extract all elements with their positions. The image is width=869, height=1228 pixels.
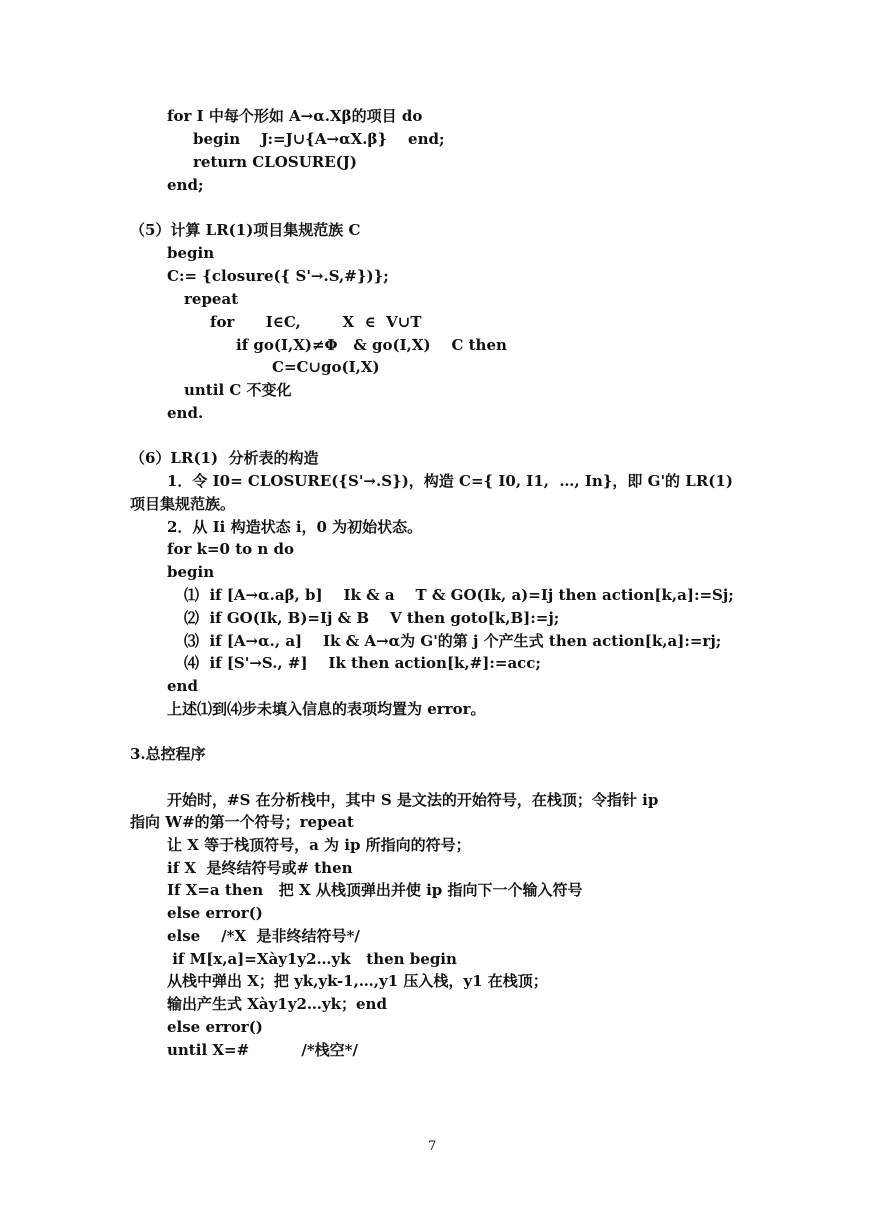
section-heading: 3.总控程序 bbox=[130, 745, 206, 763]
code-line: 从栈中弹出 X；把 yk,yk-1,…,y1 压入栈，y1 在栈顶； bbox=[167, 972, 548, 990]
code-line: 输出产生式 Xày1y2…yk；end bbox=[167, 995, 387, 1013]
code-line: if M[x,a]=Xày1y2…yk then begin bbox=[167, 950, 457, 968]
code-line: begin J:=J∪{A→αX.β} end; bbox=[193, 130, 445, 148]
code-line: return CLOSURE(J) bbox=[193, 153, 357, 171]
code-line: ⑷ if [S'→S., #] Ik then action[k,#]:=acc; bbox=[184, 654, 541, 672]
code-line: ⑴ if [A→α.aβ, b] Ik & a T & GO(Ik, a)=Ij then action[k,a]:=Sj; bbox=[184, 586, 734, 604]
section-heading: （6）LR(1) 分析表的构造 bbox=[130, 449, 319, 467]
code-line: else error() bbox=[167, 1018, 263, 1036]
code-line: if go(I,X)≠Φ & go(I,X) C then bbox=[236, 336, 507, 354]
paragraph-line: 指向 W#的第一个符号；repeat bbox=[130, 813, 354, 831]
paragraph-line: 项目集规范族。 bbox=[130, 495, 236, 513]
code-line: ⑵ if GO(Ik, B)=Ij & B V then goto[k,B]:=j; bbox=[184, 609, 560, 627]
code-line: 让 X 等于栈顶符号，a 为 ip 所指向的符号； bbox=[167, 836, 471, 854]
code-line: for I 中每个形如 A→α.Xβ的项目 do bbox=[167, 107, 423, 125]
paragraph-line: 上述⑴到⑷步未填入信息的表项均置为 error。 bbox=[167, 700, 486, 718]
code-line: else error() bbox=[167, 904, 263, 922]
paragraph-line: 开始时，#S 在分析栈中，其中 S 是文法的开始符号，在栈顶；令指针 ip bbox=[167, 791, 659, 809]
code-line: until C 不变化 bbox=[184, 381, 292, 399]
code-line: if X 是终结符号或# then bbox=[167, 859, 353, 877]
code-line: begin bbox=[167, 563, 215, 581]
code-line: If X=a then 把 X 从栈顶弹出并使 ip 指向下一个输入符号 bbox=[167, 881, 583, 899]
paragraph-line: 1．令 I0= CLOSURE({S'→.S})，构造 C={ I0, I1, …, In}，即 G'的 LR(1) bbox=[167, 472, 733, 490]
page-number: 7 bbox=[428, 1139, 437, 1154]
section-heading: （5）计算 LR(1)项目集规范族 C bbox=[130, 221, 361, 239]
code-line: C:= {closure({ S'→.S,#})}; bbox=[167, 267, 389, 285]
code-line: end. bbox=[167, 404, 204, 422]
code-line: for k=0 to n do bbox=[167, 540, 294, 558]
code-line: repeat bbox=[184, 290, 239, 308]
code-line: until X=# /*栈空*/ bbox=[167, 1041, 359, 1059]
code-line: begin bbox=[167, 244, 215, 262]
code-line: ⑶ if [A→α., a] Ik & A→α为 G'的第 j 个产生式 then action[k,a]:=rj; bbox=[184, 632, 722, 650]
code-line: else /*X 是非终结符号*/ bbox=[167, 927, 360, 945]
code-line: for I∈C, X ∈ V∪T bbox=[210, 313, 422, 331]
code-line: end bbox=[167, 677, 198, 695]
paragraph-line: 2．从 Ii 构造状态 i，0 为初始状态。 bbox=[167, 518, 423, 536]
code-line: C=C∪go(I,X) bbox=[272, 358, 380, 376]
code-line: end; bbox=[167, 176, 204, 194]
